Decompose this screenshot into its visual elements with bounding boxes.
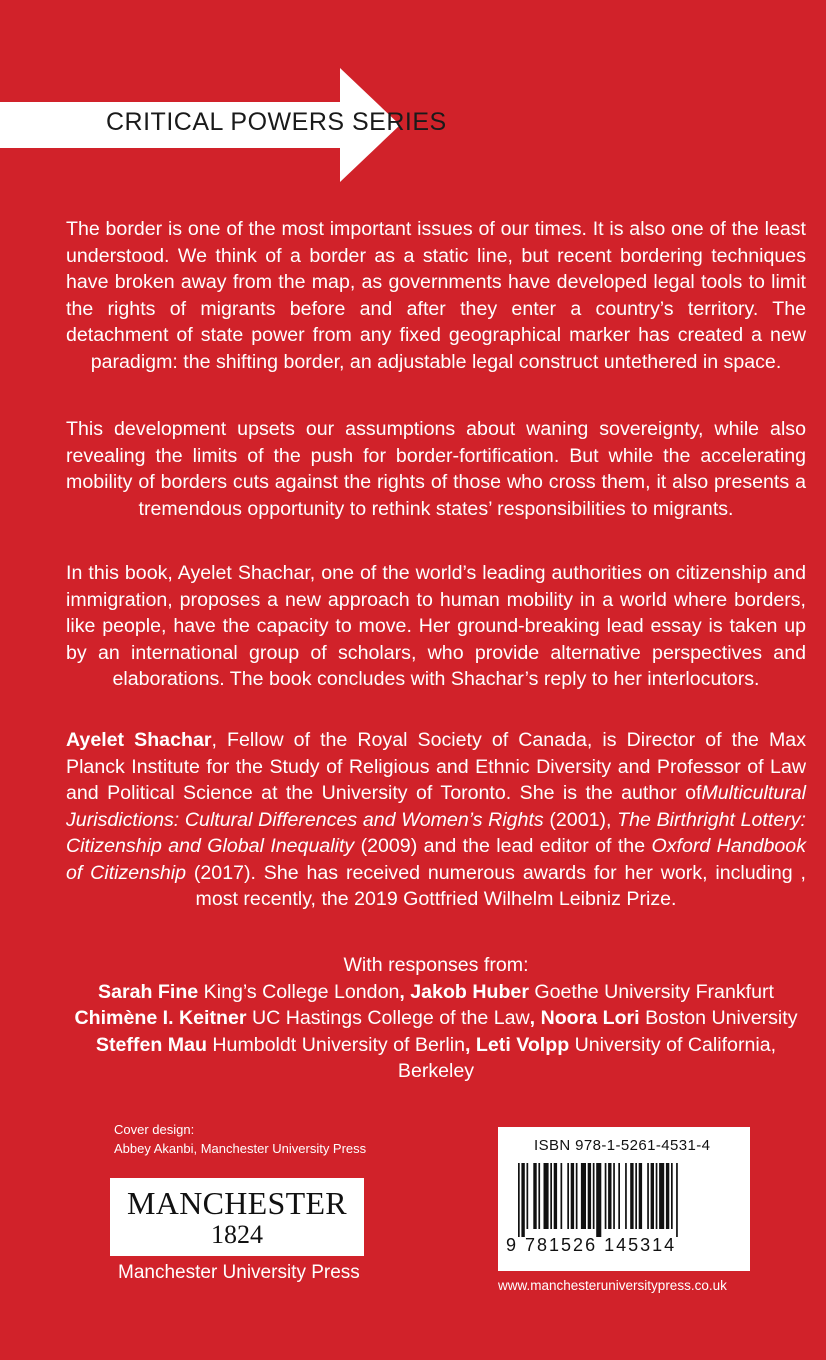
barcode-box — [498, 1127, 750, 1271]
barcode-bar — [561, 1163, 563, 1229]
responses-row-1: Sarah Fine King’s College London, Jakob Huber Goethe University Frankfurt — [98, 980, 774, 1003]
logo-name: MANCHESTER — [127, 1185, 347, 1221]
author-bio-text-4: (2017). She has received numerous awards for her work, including , most recently, the 2019 Gottfried Wilhelm Leibniz Prize. — [186, 861, 806, 910]
barcode-bar — [666, 1163, 669, 1229]
barcode-bar — [635, 1163, 637, 1229]
contributor-affiliation: Boston University — [639, 1007, 798, 1029]
barcode-bar — [571, 1163, 574, 1229]
contributor-affiliation: Goethe University Frankfurt — [528, 980, 774, 1003]
blurb-paragraph-2: This development upsets our assumptions about waning sovereignty, while also revealing the limits of the push for border-fortification. But while the accelerating mobility of borders cuts against the rights of those who cross them, it also presents a tremendous opportunity to rethink states’ responsibilities to migrants. — [66, 418, 806, 520]
barcode-bar — [593, 1163, 595, 1229]
barcode-bar — [630, 1163, 633, 1229]
contributor-name: Jakob Huber — [410, 980, 529, 1003]
cover-design-label: Cover design: — [114, 1122, 195, 1137]
barcode-bar — [651, 1163, 654, 1229]
barcode-bar — [656, 1163, 658, 1229]
barcode-icon — [518, 1163, 732, 1237]
barcode-bar — [608, 1163, 611, 1229]
contributor-name: Chimène I. Keitner — [74, 1007, 247, 1029]
barcode-bar — [538, 1163, 540, 1229]
barcode-bar — [671, 1163, 673, 1229]
book-title-2: The Birthright Lottery: Citizenship and Global Inequality — [66, 808, 806, 857]
barcode-bar — [576, 1163, 578, 1229]
contributor-name: Steffen Mau — [95, 1033, 207, 1056]
barcode-bar — [554, 1163, 557, 1229]
press-name: Manchester University Press — [118, 1262, 360, 1283]
author-bio — [66, 727, 806, 913]
barcode-bar — [618, 1163, 620, 1229]
series-title: CRITICAL POWERS SERIES — [106, 108, 447, 136]
barcode-bar — [567, 1163, 569, 1229]
author-name: Ayelet Shachar — [66, 729, 212, 751]
barcode-bar — [647, 1163, 649, 1229]
blurb-paragraph-3: In this book, Ayelet Shachar, one of the world’s leading authorities on citizenship and immigration, proposes a new approach to human mobility in a world where borders, like people, have the capacity to move. Her ground-breaking lead essay is taken up by an international group of scholars, who provide alternative perspectives and elaborations. The book concludes with Shachar’s reply to her interlocutors. — [66, 562, 806, 690]
book-title-1: Multicultural Jurisdictions: Cultural Differences and Women’s Rights — [66, 782, 806, 831]
barcode-bar — [596, 1163, 601, 1237]
series-banner — [0, 68, 447, 182]
barcode-bar — [527, 1163, 529, 1229]
logo-year: 1824 — [211, 1220, 263, 1249]
author-bio-text-1: , Fellow of the Royal Society of Canada, is Director of the Max Planck Institute for the Study of Religious and Ethnic Diversity and Professor of Law and Political Science at the University of Toronto. She is the author of — [66, 729, 806, 804]
responses-lead: With responses from: — [343, 954, 529, 976]
contributor-name: Noora Lori — [540, 1007, 640, 1029]
barcode-bar — [613, 1163, 615, 1229]
barcode-bar — [659, 1163, 664, 1229]
barcode-digits: 9 781526 145314 — [506, 1235, 677, 1255]
barcode-bar — [588, 1163, 591, 1229]
barcode-bar — [544, 1163, 549, 1229]
contributor-name: Sarah Fine — [98, 980, 199, 1003]
contributor-name: Leti Volpp — [475, 1033, 570, 1056]
barcode-bar — [550, 1163, 552, 1229]
contributor-affiliation: University of California, Berkeley — [397, 1033, 777, 1082]
barcode-bar — [581, 1163, 586, 1229]
responses-section — [66, 952, 806, 1085]
publisher-logo — [110, 1178, 364, 1256]
author-bio-text-2: (2001), — [543, 808, 618, 831]
cover-designer: Abbey Akanbi, Manchester University Press — [114, 1141, 367, 1156]
barcode-bar — [676, 1163, 678, 1237]
responses-row-2: Chimène I. Keitner UC Hastings College of the Law, Noora Lori Boston University — [74, 1007, 798, 1029]
contributor-affiliation: UC Hastings College of the Law — [246, 1007, 530, 1029]
responses-row-3: Steffen Mau Humboldt University of Berlin, Leti Volpp University of California, Berkeley — [95, 1033, 777, 1082]
barcode-bar — [605, 1163, 607, 1229]
barcode-bar — [639, 1163, 642, 1229]
cover-credit — [114, 1120, 366, 1158]
blurb-paragraph-1: The border is one of the most important issues of our times. It is also one of the least understood. We think of a border as a static line, but recent bordering techniques have broken away from the map, as governments have developed legal tools to limit the rights of migrants before and after they enter a country’s territory. The detachment of state power from any fixed geographical marker has created a new paradigm: the shifting border, an adjustable legal construct untethered in space. — [66, 218, 806, 373]
contributor-affiliation: Humboldt University of Berlin — [206, 1033, 466, 1056]
book-title-3: Oxford Handbook of Citizenship — [66, 835, 806, 884]
barcode-bar — [533, 1163, 536, 1229]
contributor-affiliation: King’s College London — [198, 980, 400, 1003]
barcode-bar — [521, 1163, 524, 1237]
barcode-bar — [518, 1163, 520, 1237]
isbn-label: ISBN 978-1-5261-4531-4 — [534, 1137, 711, 1154]
barcode-bar — [625, 1163, 627, 1229]
author-bio-text-3: (2009) and the lead editor of the — [354, 835, 652, 857]
publisher-website: www.manchesteruniversitypress.co.uk — [498, 1278, 727, 1293]
